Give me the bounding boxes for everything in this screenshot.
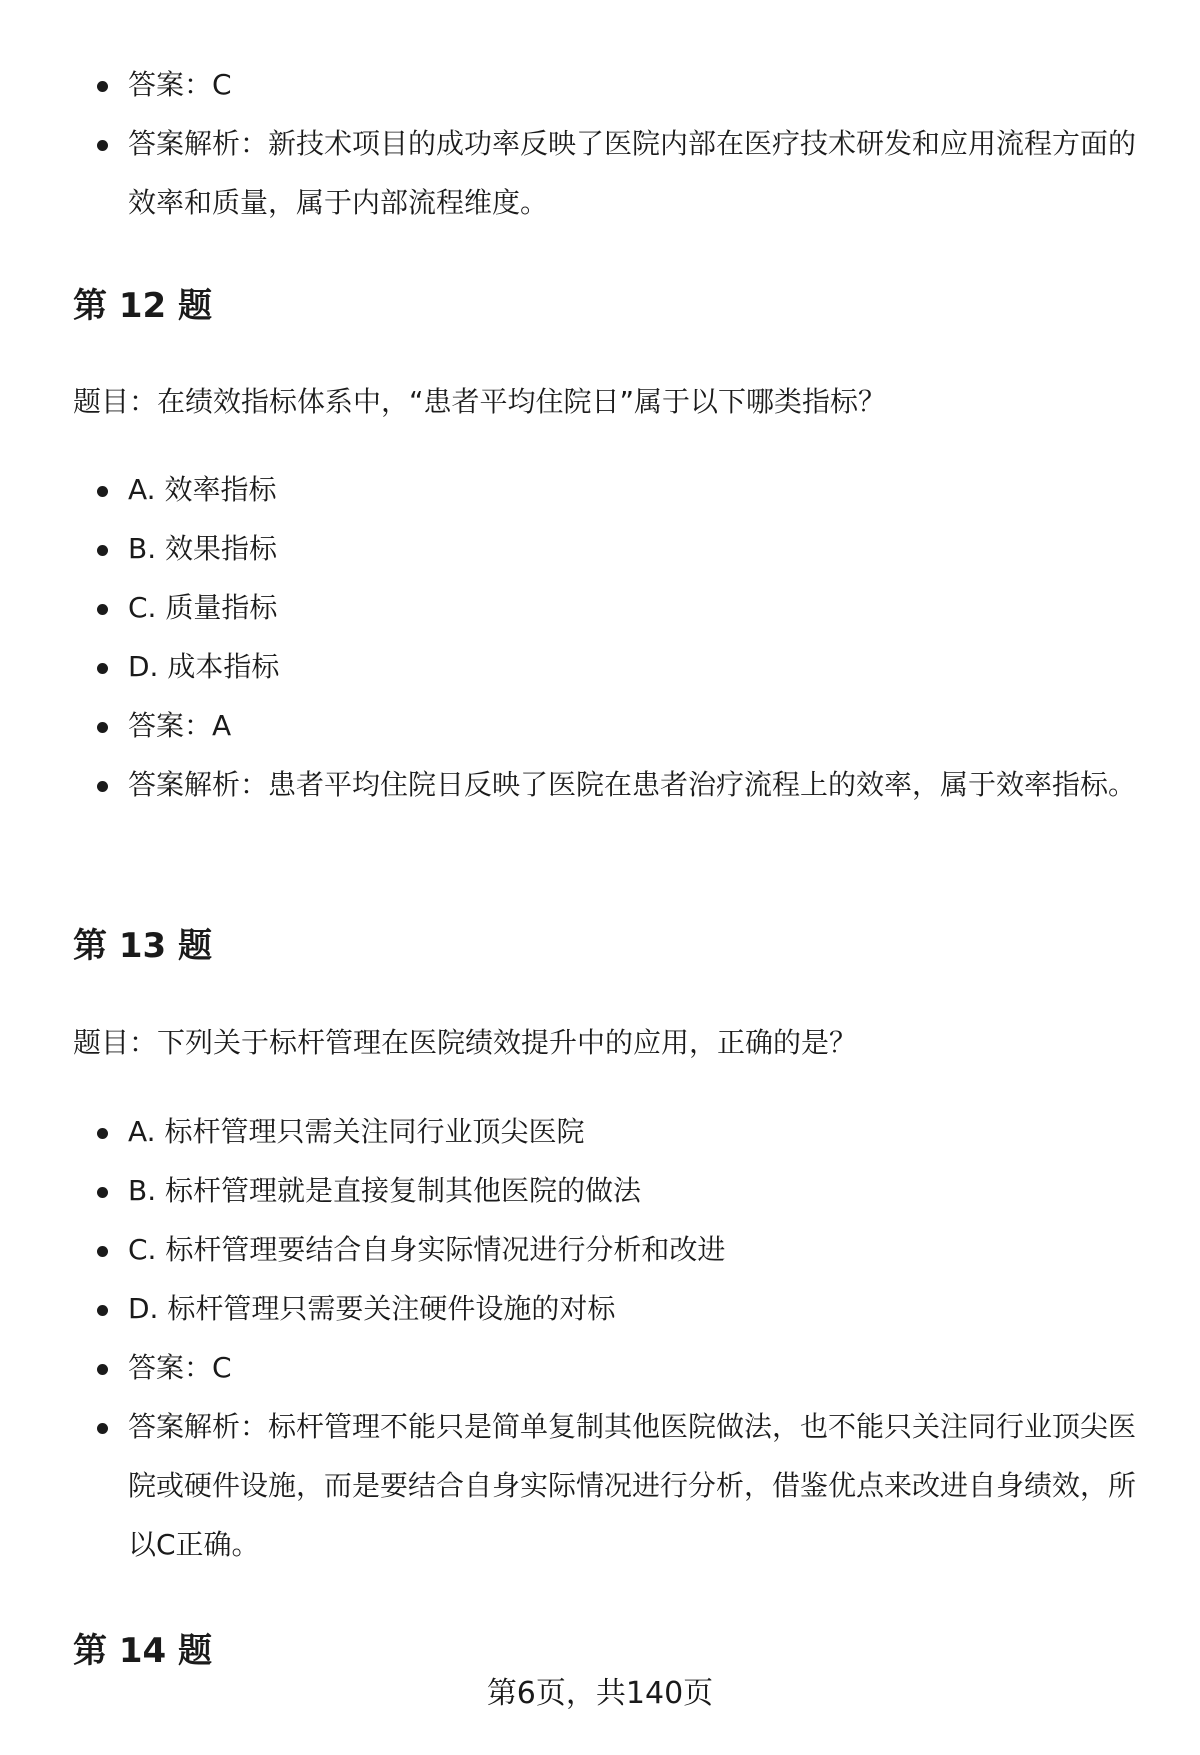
page-number-footer: 第6页，共140页 bbox=[486, 1676, 714, 1711]
question-12-answer: 答案：A bbox=[0, 696, 1200, 755]
question-14-heading: 第 14 题 bbox=[73, 1631, 212, 1671]
question-12-option-d: D. 成本指标 bbox=[0, 637, 1200, 696]
question-12-heading: 第 12 题 bbox=[73, 286, 212, 326]
question-13-option-a: A. 标杆管理只需关注同行业顶尖医院 bbox=[0, 1102, 1200, 1161]
prev-answer: 答案：C bbox=[0, 55, 1200, 114]
question-13-items bbox=[0, 1102, 1200, 1574]
question-13-heading: 第 13 题 bbox=[73, 926, 212, 966]
question-13-option-c: C. 标杆管理要结合自身实际情况进行分析和改进 bbox=[0, 1220, 1200, 1279]
question-12-text: 题目：在绩效指标体系中，“患者平均住院日”属于以下哪类指标？ bbox=[73, 385, 887, 418]
question-12-items bbox=[0, 460, 1200, 814]
prev-question-items bbox=[0, 55, 1200, 232]
question-13-answer: 答案：C bbox=[0, 1338, 1200, 1397]
question-12-option-b: B. 效果指标 bbox=[0, 519, 1200, 578]
question-13-text: 题目：下列关于标杆管理在医院绩效提升中的应用，正确的是？ bbox=[73, 1026, 858, 1059]
question-13-option-d: D. 标杆管理只需要关注硬件设施的对标 bbox=[0, 1279, 1200, 1338]
prev-explanation: 答案解析：新技术项目的成功率反映了医院内部在医疗技术研发和应用流程方面的效率和质量，属于内部流程维度。 bbox=[0, 114, 1200, 232]
question-13-option-b: B. 标杆管理就是直接复制其他医院的做法 bbox=[0, 1161, 1200, 1220]
question-12-option-c: C. 质量指标 bbox=[0, 578, 1200, 637]
question-13-explanation: 答案解析：标杆管理不能只是简单复制其他医院做法，也不能只关注同行业顶尖医院或硬件设施，而是要结合自身实际情况进行分析，借鉴优点来改进自身绩效，所以C正确。 bbox=[0, 1397, 1200, 1574]
question-12-option-a: A. 效率指标 bbox=[0, 460, 1200, 519]
question-12-explanation: 答案解析：患者平均住院日反映了医院在患者治疗流程上的效率，属于效率指标。 bbox=[0, 755, 1200, 814]
